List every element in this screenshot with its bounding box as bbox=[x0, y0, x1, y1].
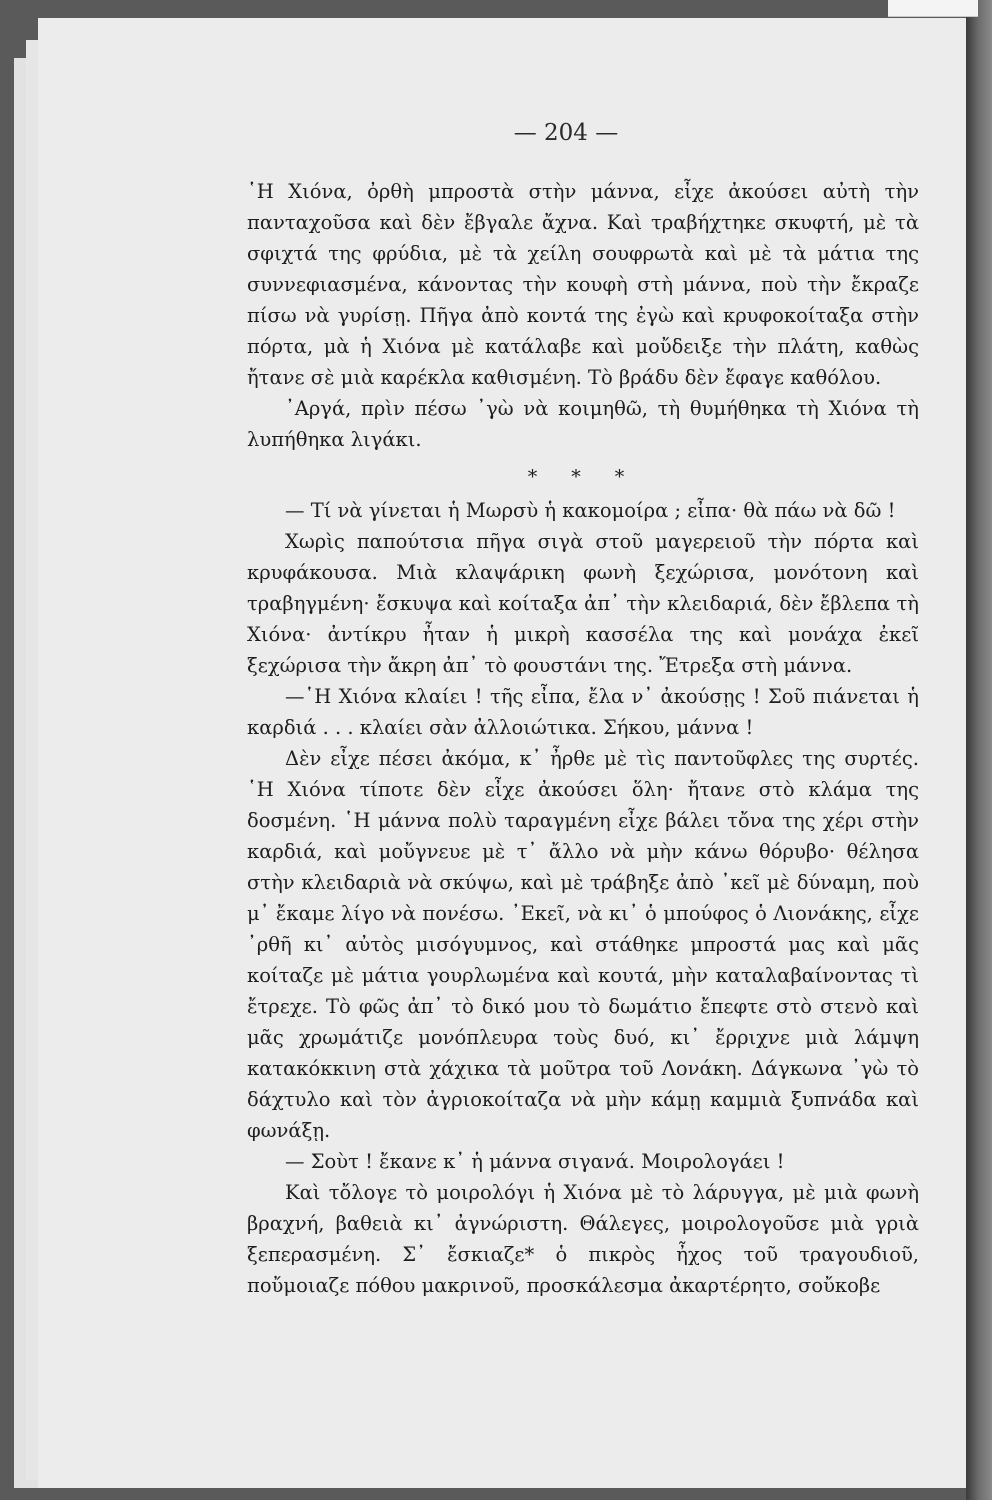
paragraph-6: Δὲν εἶχε πέσει ἀκόμα, κ᾿ ἦρθε μὲ τὶς παντοῦφλες της συρτές. ῾Η Χιόνα τίποτε δὲν εἶχε ἀκούσει ὅλη· ἤτανε στὸ κλάμα της δοσμένη. ῾Η μάννα πολὺ ταραγμένη εἶχε βάλει τὄνα της χέρι στὴν καρδιά, καὶ μοὔγνευε μὲ τ᾿ ἄλλο νὰ μὴν κάνω θόρυβο· θέλησα στὴν κλειδαριὰ νὰ σκύψω, καὶ μὲ τράβηξε ἀπὸ ᾿κεῖ μὲ δύναμη, ποὺ μ᾿ ἔκαμε λίγο νὰ πονέσω. ᾿Εκεῖ, νὰ κι᾿ ὁ μπούφος ὁ Λιονάκης, εἶχε ᾿ρθῆ κι᾿ αὐτὸς μισόγυμνος, καὶ στάθηκε μπροστά μας καὶ μᾶς κοίταζε μὲ μάτια γουρλωμένα καὶ κουτά, μὴν καταλαβαίνοντας τὶ ἔτρεχε. Τὸ φῶς ἀπ᾿ τὸ δικό μου τὸ δωμάτιο ἔπεφτε στὸ στενὸ καὶ μᾶς χρωμάτιζε μονόπλευρα τοὺς δυό, κι᾿ ἔρριχνε μιὰ λάμψη κατακόκκινη στὰ χάχικα τὰ μοῦτρα τοῦ Λονάκη. Δάγκωνα ᾿γὼ τὸ δάχτυλο καὶ τὸν ἀγριοκοίταζα νὰ μὴν κάμῃ καμμιὰ ξυπνάδα καὶ φωνάξῃ. bbox=[247, 747, 919, 1142]
paragraph-2: ᾿Αργά, πρὶν πέσω ᾿γὼ νὰ κοιμηθῶ, τὴ θυμήθηκα τὴ Χιόνα τὴ λυπήθηκα λιγάκι. bbox=[247, 397, 919, 451]
page-number: — 204 — bbox=[513, 120, 619, 146]
paragraph-3: — Τί νὰ γίνεται ἡ Μωρσὺ ἡ κακομοίρα ; εἶπα· θὰ πάω νὰ δῶ ! bbox=[285, 499, 896, 522]
paragraph-8: Καὶ τὄλογε τὸ μοιρολόγι ἡ Χιόνα μὲ τὸ λάρυγγα, μὲ μιὰ φωνὴ βραχνή, βαθειὰ κι᾿ ἀγνώριστη. Θάλεγες, μοιρολογοῦσε μιὰ γριὰ ξεπερασμένη. Σ᾿ ἔσκιαζε* ὁ πικρὸς ἦχος τοῦ τραγουδιοῦ, ποὔμοιαζε πόθου μακρινοῦ, προσκάλεσμα ἀκαρτέρητο, σοὔκοβε bbox=[247, 1181, 919, 1297]
paragraph-1: ῾Η Χιόνα, ὀρθὴ μπροστὰ στὴν μάννα, εἶχε ἀκούσει αὐτὴ τὴν πανταχοῦσα καὶ δὲν ἔβγαλε ἄχνα. Καὶ τραβήχτηκε σκυφτή, μὲ τὰ σφιχτά της φρύδια, μὲ τὰ χείλη σουφρωτὰ καὶ μὲ τὰ μάτια της συννεφιασμένα, κάνοντας τὴν κουφὴ στὴ μάννα, ποὺ τὴν ἔκραζε πίσω νὰ γυρίσῃ. Πῆγα ἀπὸ κοντά της ἐγὼ καὶ κρυφοκοίταξα στὴν πόρτα, μὰ ἡ Χιόνα μὲ κατάλαβε καὶ μοὔδειξε τὴν πλάτη, καθὼς ἤτανε σὲ μιὰ καρέκλα καθισμένη. Τὸ βράδυ δὲν ἔφαγε καθόλου. bbox=[247, 180, 919, 389]
body-text bbox=[247, 176, 919, 1301]
paragraph-4: Χωρὶς παπούτσια πῆγα σιγὰ στοῦ μαγερειοῦ τὴν πόρτα καὶ κρυφάκουσα. Μιὰ κλαψάρικη φωνὴ ξεχώρισα, μονότονη καὶ τραβηγμένη· ἔσκυψα καὶ κοίταξα ἀπ᾿ τὴν κλειδαριά, δὲν ἔβλεπα τὴ Χιόνα· ἀντίκρυ ἦταν ἡ μικρὴ κασσέλα της καὶ μονάχα ἐκεῖ ξεχώρισα τὴν ἄκρη ἀπ᾿ τὸ φουστάνι της. Ἔτρεξα στὴ μάννα. bbox=[247, 530, 919, 677]
section-separator: * * * bbox=[527, 466, 639, 488]
book-spine bbox=[966, 0, 992, 1500]
paragraph-7: — Σοὺτ ! ἔκανε κ᾿ ἡ μάννα σιγανά. Μοιρολογάει ! bbox=[285, 1150, 785, 1173]
paragraph-5: —῾Η Χιόνα κλαίει ! τῆς εἶπα, ἔλα ν᾿ ἀκούσῃς ! Σοῦ πιάνεται ἡ καρδιά . . . κλαίει σὰν ἀλλοιώτικα. Σήκου, μάννα ! bbox=[247, 685, 919, 739]
paper-clip-tab bbox=[888, 0, 978, 17]
